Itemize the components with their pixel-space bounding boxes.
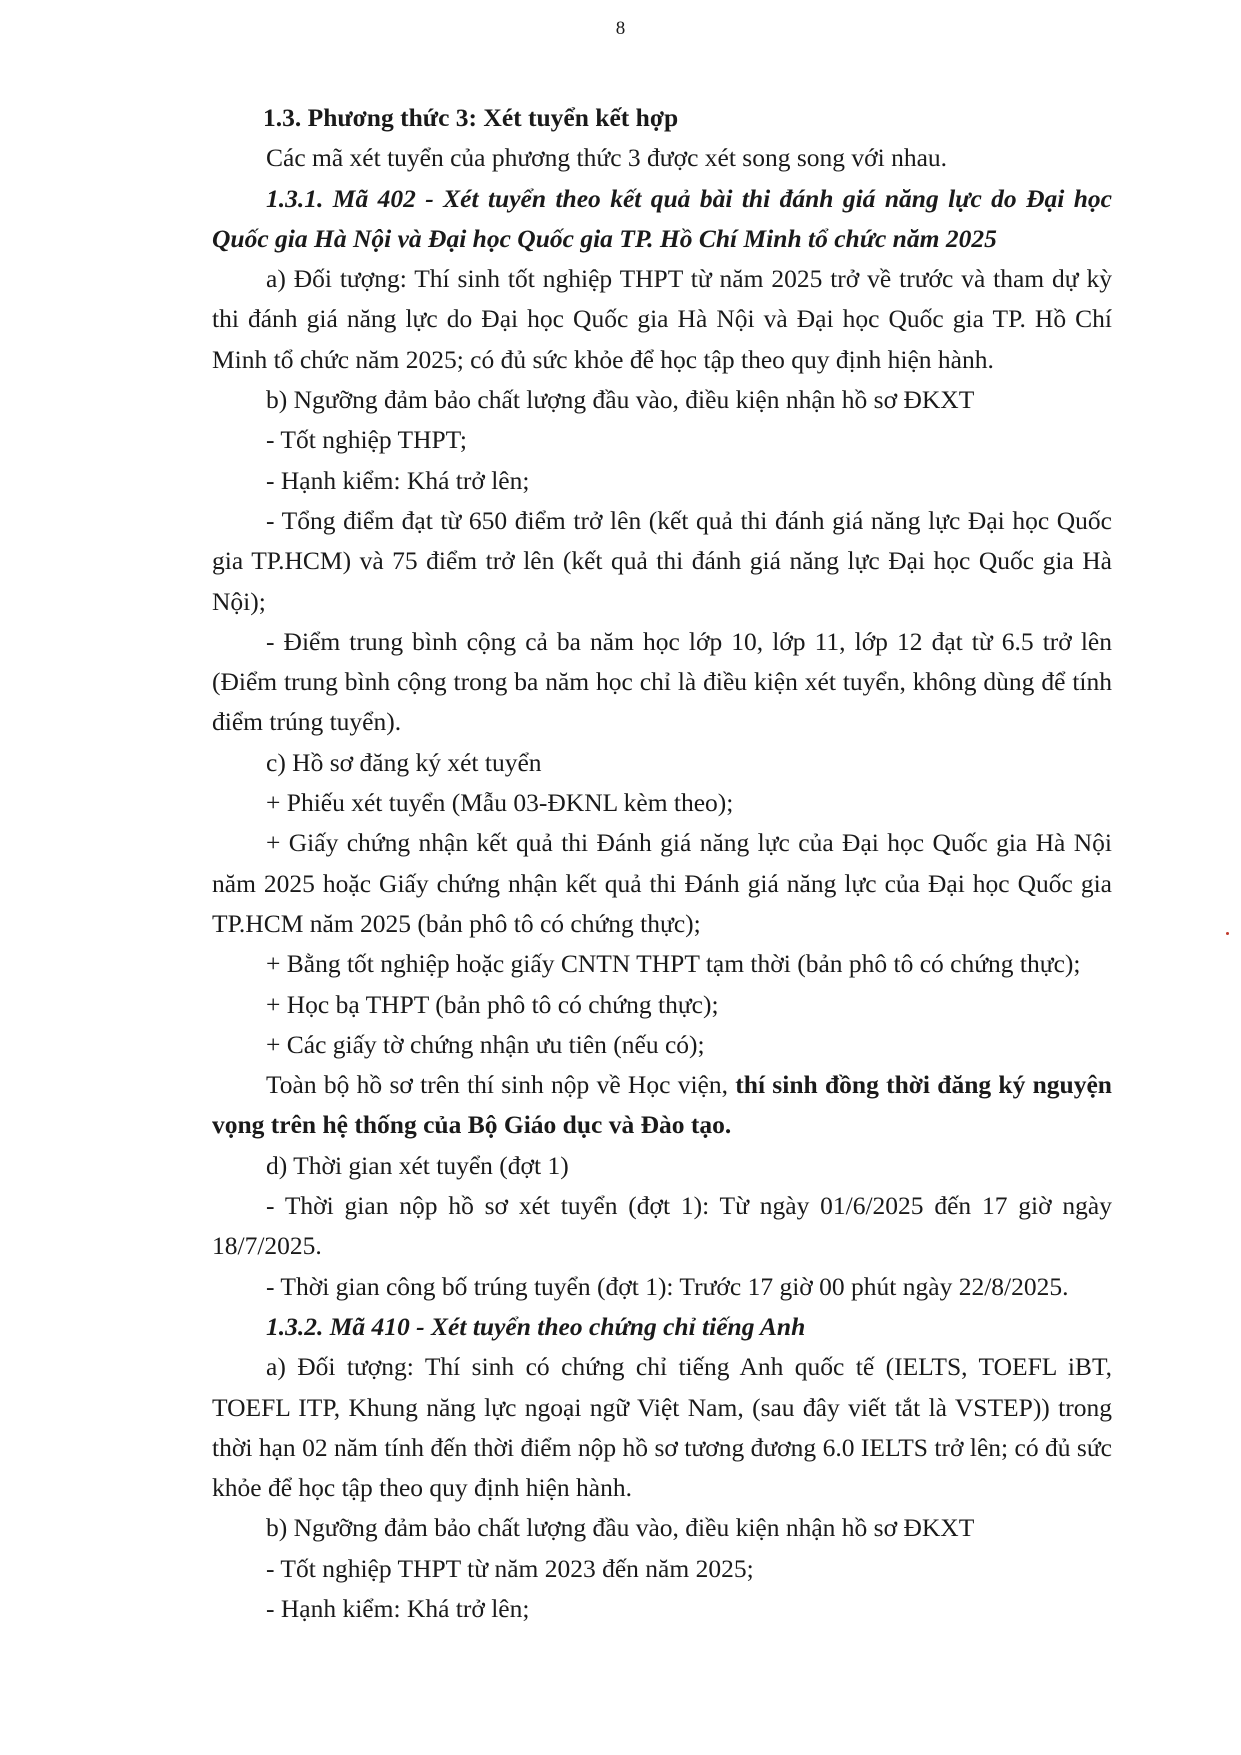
- submission-note-emphasis: thí sinh đồng thời đăng ký nguyện vọng trên hệ thống của Bộ Giáo dục và Đào tạo.: [212, 1070, 1112, 1140]
- submission-note-text: Toàn bộ hồ sơ trên thí sinh nộp về Học viện,: [266, 1070, 736, 1100]
- list-item: - Tốt nghiệp THPT từ năm 2023 đến năm 2025;: [266, 1553, 754, 1583]
- paragraph-402-a: a) Đối tượng: Thí sinh tốt nghiệp THPT từ năm 2025 trở về trước và tham dự kỳ thi đánh giá năng lực do Đại học Quốc gia Hà Nội và Đại học Quốc gia TP. Hồ Chí Minh tổ chức năm 2025; có đủ sức khỏe để học tập theo quy định hiện hành.: [212, 264, 1112, 374]
- list-item: - Thời gian công bố trúng tuyển (đợt 1): Trước 17 giờ 00 phút ngày 22/8/2025.: [266, 1271, 1069, 1301]
- list-item: + Các giấy tờ chứng nhận ưu tiên (nếu có);: [266, 1029, 705, 1059]
- section-heading: 1.3. Phương thức 3: Xét tuyển kết hợp: [263, 103, 679, 132]
- intro-paragraph: Các mã xét tuyển của phương thức 3 được xét song song với nhau.: [266, 143, 948, 173]
- scan-margin-mark: [1226, 932, 1229, 935]
- list-item: - Điểm trung bình cộng cả ba năm học lớp 10, lớp 11, lớp 12 đạt từ 6.5 trở lên (Điểm trung bình cộng trong ba năm học chỉ là điều kiện xét tuyển, không dùng để tính điểm trúng tuyển).: [212, 626, 1112, 737]
- paragraph-410-a: a) Đối tượng: Thí sinh có chứng chỉ tiếng Anh quốc tế (IELTS, TOEFL iBT, TOEFL ITP, Khung năng lực ngoại ngữ Việt Nam, (sau đây viết tắt là VSTEP)) trong thời hạn 02 năm tính đến thời điểm nộp hồ sơ tương đương 6.0 IELTS trở lên; có đủ sức khỏe để học tập theo quy định hiện hành.: [212, 1352, 1112, 1503]
- list-item: + Học bạ THPT (bản phô tô có chứng thực);: [266, 989, 719, 1019]
- subsection-title-410: 1.3.2. Mã 410 - Xét tuyển theo chứng chỉ tiếng Anh: [266, 1311, 806, 1341]
- list-item: + Bằng tốt nghiệp hoặc giấy CNTN THPT tạm thời (bản phô tô có chứng thực);: [266, 949, 1081, 979]
- paragraph-402-b: b) Ngưỡng đảm bảo chất lượng đầu vào, điều kiện nhận hồ sơ ĐKXT: [266, 385, 975, 415]
- paragraph-402-c: c) Hồ sơ đăng ký xét tuyển: [266, 747, 542, 777]
- list-item: + Giấy chứng nhận kết quả thi Đánh giá năng lực của Đại học Quốc gia Hà Nội năm 2025 hoặc Giấy chứng nhận kết quả thi Đánh giá năng lực của Đại học Quốc gia TP.HCM năm 2025 (bản phô tô có chứng thực);: [212, 828, 1112, 938]
- paragraph-410-b: b) Ngưỡng đảm bảo chất lượng đầu vào, điều kiện nhận hồ sơ ĐKXT: [266, 1513, 975, 1543]
- document-body: [212, 98, 1112, 1629]
- subsection-title-402: 1.3.1. Mã 402 - Xét tuyển theo kết quả bài thi đánh giá năng lực do Đại học Quốc gia Hà Nội và Đại học Quốc gia TP. Hồ Chí Minh tổ chức năm 2025: [212, 183, 1112, 253]
- list-item: + Phiếu xét tuyển (Mẫu 03-ĐKNL kèm theo);: [266, 788, 734, 818]
- paragraph-402-d: d) Thời gian xét tuyển (đợt 1): [266, 1150, 569, 1180]
- list-item: - Tốt nghiệp THPT;: [266, 425, 467, 455]
- submission-note: [212, 1065, 1112, 1146]
- list-item: - Tổng điểm đạt từ 650 điểm trở lên (kết quả thi đánh giá năng lực Đại học Quốc gia TP.HCM) và 75 điểm trở lên (kết quả thi đánh giá năng lực Đại học Quốc gia Hà Nội);: [212, 505, 1112, 616]
- page-number: 8: [615, 18, 626, 39]
- list-item: - Thời gian nộp hồ sơ xét tuyển (đợt 1): Từ ngày 01/6/2025 đến 17 giờ ngày 18/7/2025.: [212, 1191, 1112, 1261]
- list-item: - Hạnh kiểm: Khá trở lên;: [266, 465, 530, 495]
- list-item: - Hạnh kiểm: Khá trở lên;: [266, 1593, 530, 1623]
